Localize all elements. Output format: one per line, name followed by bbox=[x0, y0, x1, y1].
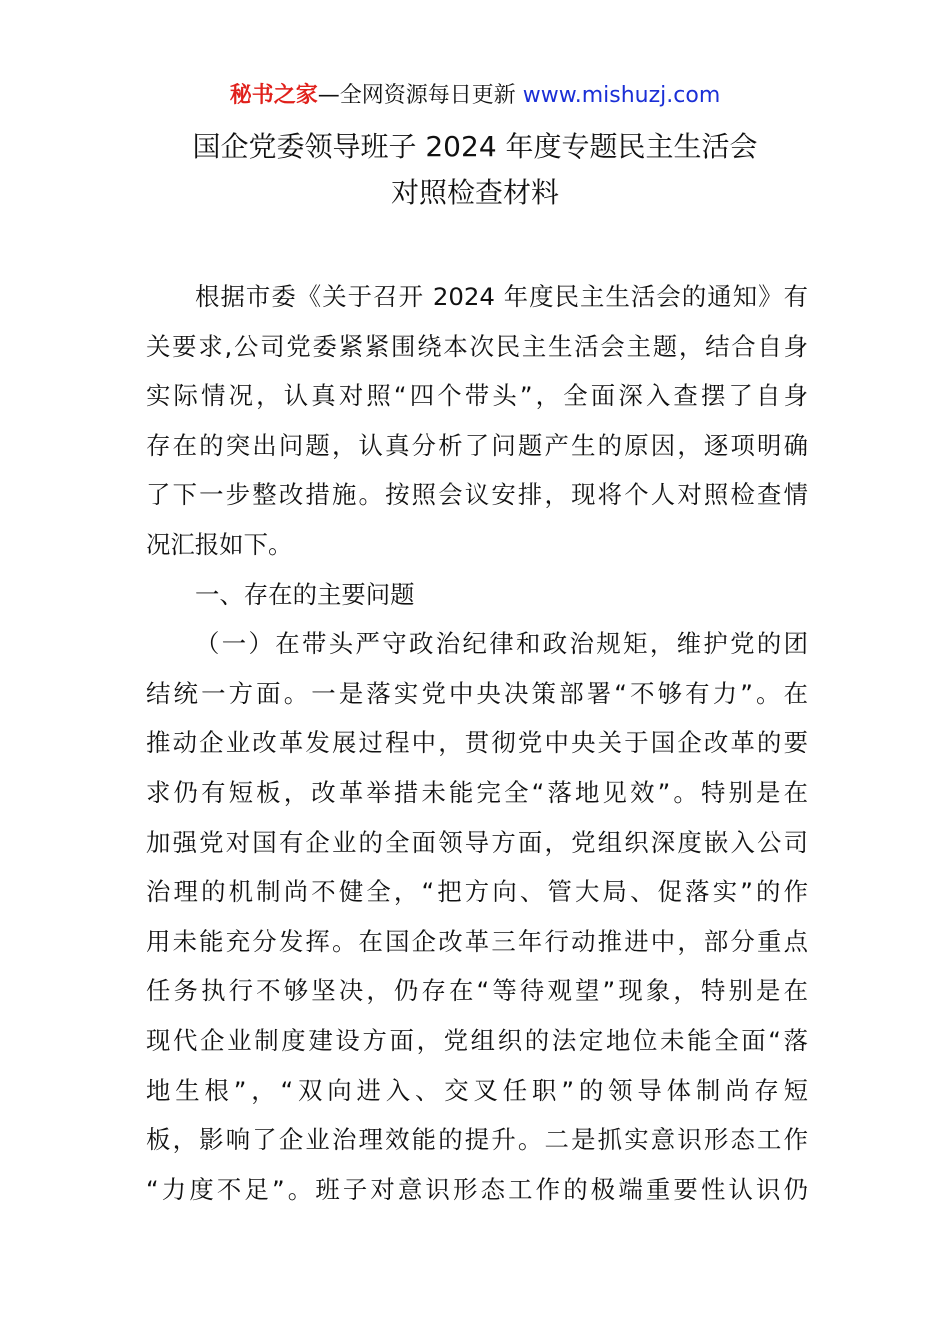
paragraph-line: 存在的突出问题，认真分析了问题产生的原因，逐项明确 bbox=[146, 430, 808, 460]
paragraph-line: 推动企业改革发展过程中，贯彻党中央关于国企改革的要 bbox=[146, 728, 808, 758]
document-title bbox=[0, 124, 950, 216]
banner-tagline: —全网资源每日更新 bbox=[317, 83, 523, 108]
paragraph-line: 治理的机制尚不健全，“把方向、管大局、促落实”的作 bbox=[146, 877, 808, 907]
title-line-1: 国企党委领导班子 2024 年度专题民主生活会 bbox=[192, 130, 758, 163]
title-line-2: 对照检查材料 bbox=[390, 176, 559, 209]
site-banner bbox=[0, 80, 950, 112]
paragraph-line: 实际情况，认真对照“四个带头”，全面深入查摆了自身 bbox=[146, 381, 808, 411]
paragraph-line: 加强党对国有企业的全面领导方面，党组织深度嵌入公司 bbox=[146, 827, 808, 857]
paragraph-line: 现代企业制度建设方面，党组织的法定地位未能全面“落 bbox=[146, 1025, 808, 1055]
paragraph-line: 求仍有短板，改革举措未能完全“落地见效”。特别是在 bbox=[146, 777, 808, 807]
paragraph-line: 根据市委《关于召开 2024 年度民主生活会的通知》有 bbox=[195, 282, 808, 311]
paragraph-line: 关要求,公司党委紧紧围绕本次民主生活会主题，结合自身 bbox=[146, 331, 808, 361]
site-url-link[interactable]: www.mishuzj.com bbox=[522, 83, 721, 108]
paragraph-line: 任务执行不够坚决，仍存在“等待观望”现象，特别是在 bbox=[146, 976, 808, 1006]
paragraph-line: （一）在带头严守政治纪律和政治规矩，维护党的团 bbox=[195, 629, 808, 659]
section-heading: 一、存在的主要问题 bbox=[195, 579, 415, 609]
brand-name: 秘书之家 bbox=[229, 83, 318, 108]
paragraph-line: 板，影响了企业治理效能的提升。二是抓实意识形态工作 bbox=[146, 1125, 808, 1155]
paragraph-line: 结统一方面。一是落实党中央决策部署“不够有力”。在 bbox=[146, 678, 808, 708]
document-body bbox=[146, 272, 808, 1214]
paragraph-line: 了下一步整改措施。按照会议安排，现将个人对照检查情 bbox=[146, 480, 808, 510]
paragraph-line: 用未能充分发挥。在国企改革三年行动推进中，部分重点 bbox=[146, 926, 808, 956]
paragraph-line: “力度不足”。班子对意识形态工作的极端重要性认识仍 bbox=[146, 1174, 808, 1204]
paragraph-line: 况汇报如下。 bbox=[146, 529, 293, 559]
paragraph-line: 地生根”，“双向进入、交叉任职”的领导体制尚存短 bbox=[146, 1075, 808, 1105]
